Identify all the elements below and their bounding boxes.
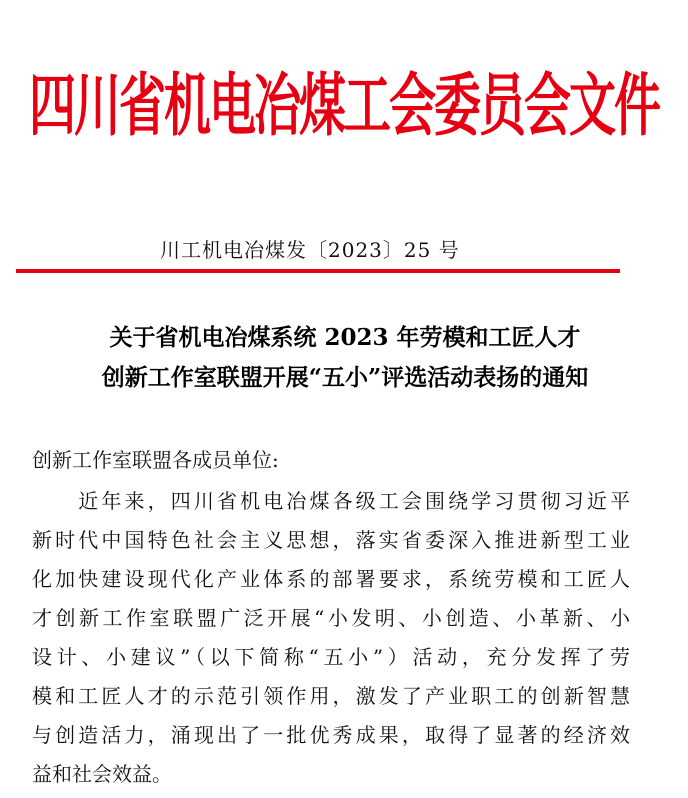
- notice-title-line: 关于省机电冶煤系统 2023 年劳模和工匠人才: [109, 324, 581, 351]
- body-line: 近年来，四川省机电冶煤各级工会围绕学习贯彻习近平: [32, 489, 630, 513]
- body-line: 模和工匠人才的示范引领作用，激发了产业职工的创新智慧: [32, 684, 630, 708]
- body-line: 与创造活力，涌现出了一批优秀成果，取得了显著的经济效: [32, 723, 630, 747]
- salutation: 创新工作室联盟各成员单位:: [32, 448, 279, 472]
- masthead-title: 四川省机电冶煤工会委员会文件: [29, 65, 659, 146]
- notice-title: [40, 318, 650, 398]
- notice-title-line: 创新工作室联盟开展“五小”评选活动表扬的通知: [101, 364, 589, 391]
- document-number: 川工机电冶煤发〔2023〕25 号: [160, 238, 460, 262]
- body-line: 设计、小建议”（以下简称“五小”）活动，充分发挥了劳: [32, 645, 630, 669]
- body-line: 化加快建设现代化产业体系的部署要求，系统劳模和工匠人: [32, 567, 630, 591]
- body-line: 新时代中国特色社会主义思想，落实省委深入推进新型工业: [32, 528, 630, 552]
- red-divider-line: [16, 269, 620, 273]
- body-line: 益和社会效益。: [32, 762, 172, 786]
- body-line: 才创新工作室联盟广泛开展“小发明、小创造、小革新、小: [32, 606, 630, 630]
- body-paragraph: [32, 482, 630, 794]
